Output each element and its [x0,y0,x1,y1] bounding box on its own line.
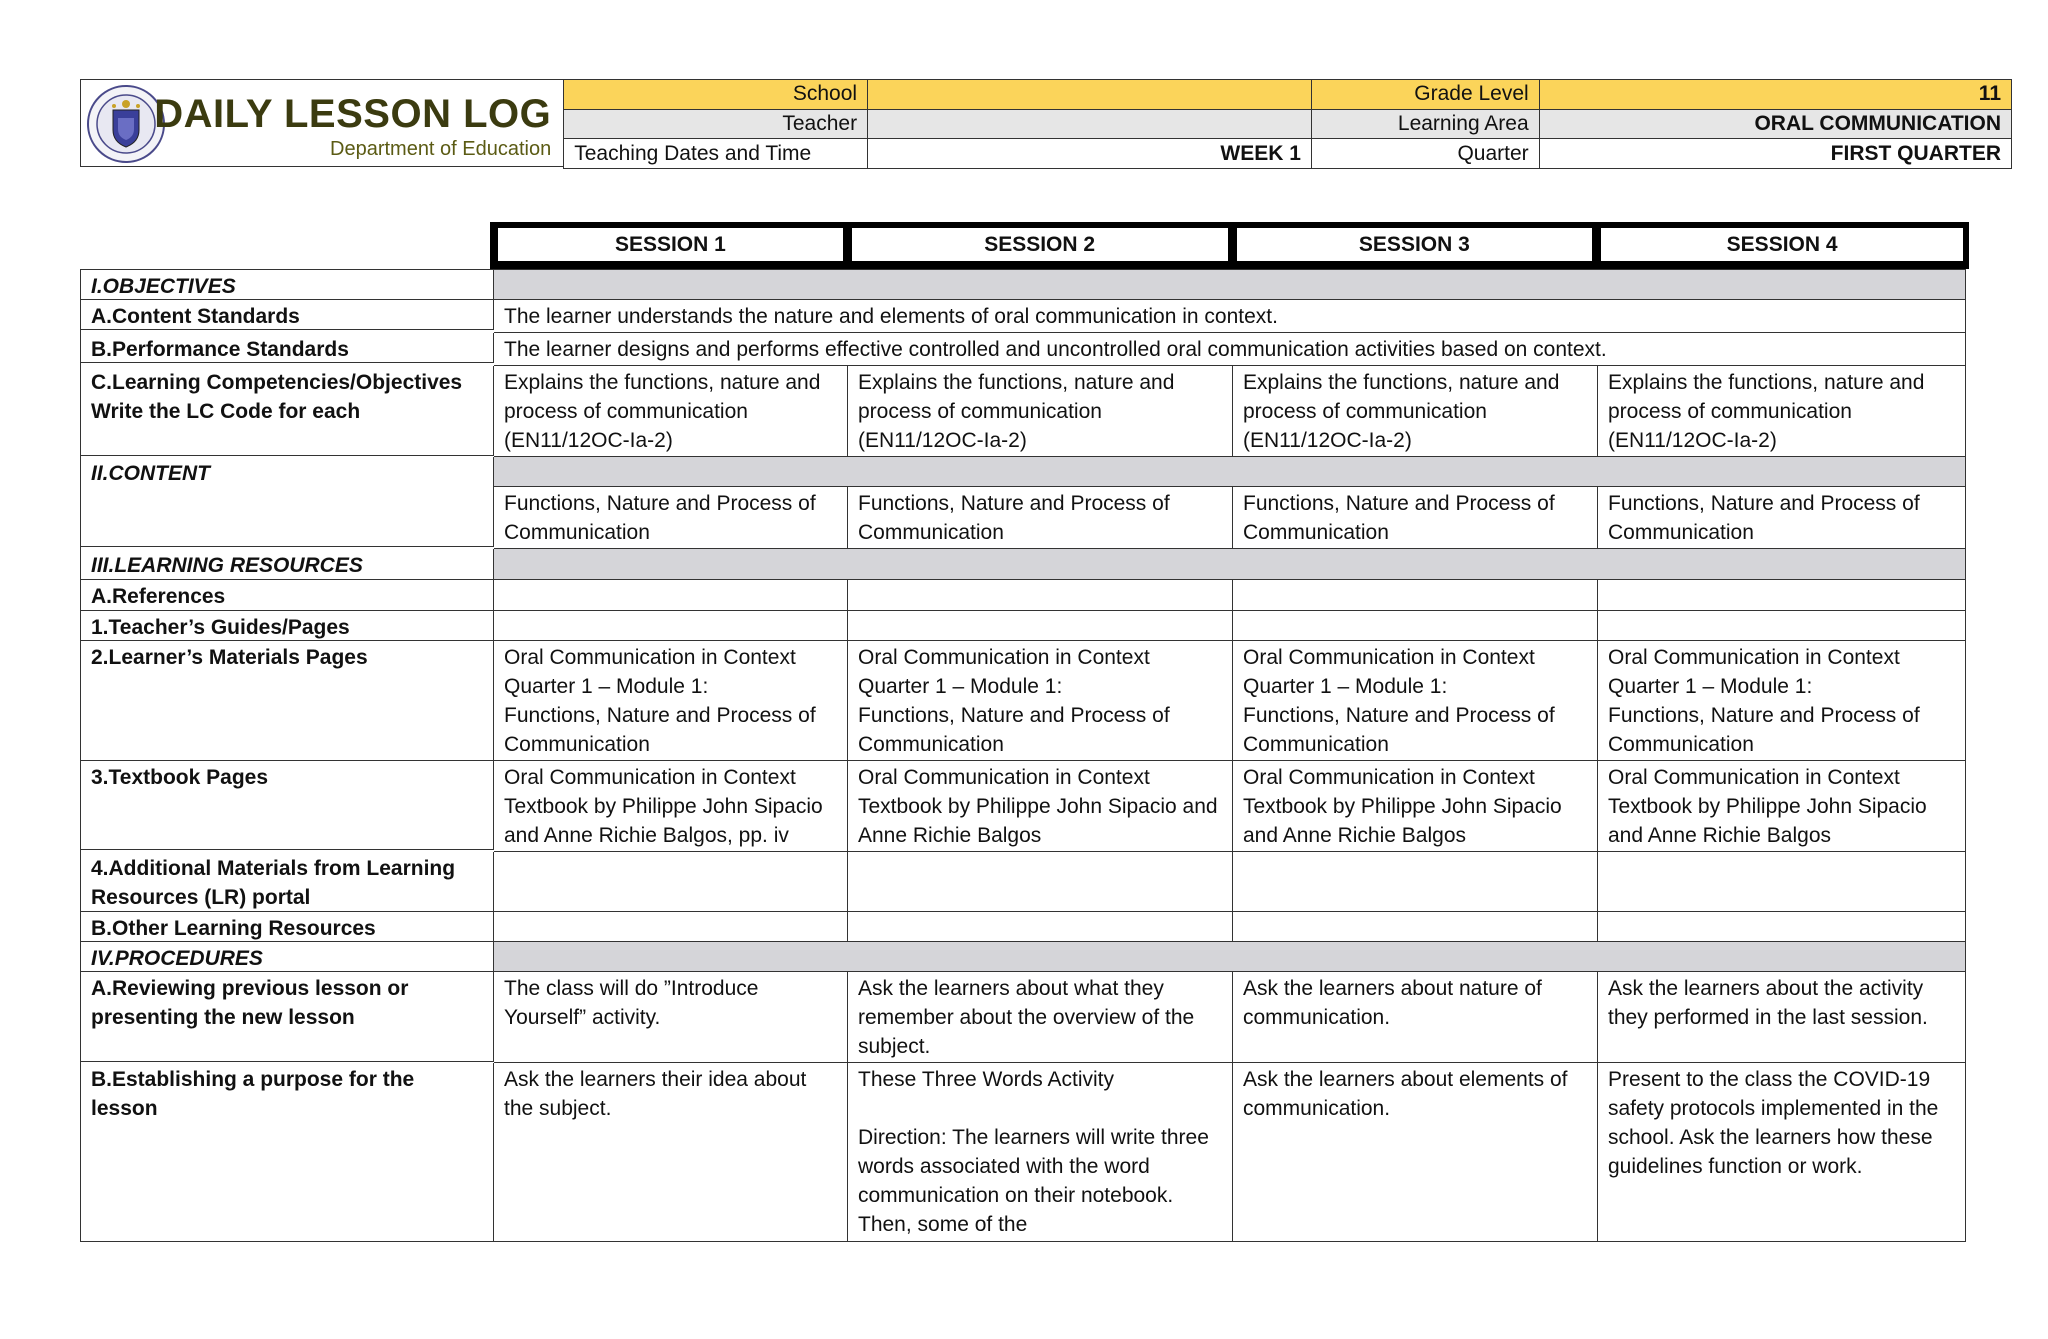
additional-materials-cell-3[interactable] [1233,852,1598,912]
learners-materials-label: 2.Learner’s Materials Pages [81,641,494,761]
competencies-cell-4[interactable]: Explains the functions, nature and process of communication (EN11/12OC-Ia-2) [1598,366,1966,457]
content-heading: II.CONTENT [81,457,494,547]
references-cell-2[interactable] [848,580,1233,611]
learners-materials-cell-4[interactable]: Oral Communication in Context Quarter 1 – Module 1: Functions, Nature and Process of Communication [1598,641,1966,761]
competencies-cell-2[interactable]: Explains the functions, nature and process of communication (EN11/12OC-Ia-2) [848,366,1233,457]
objectives-heading: I.OBJECTIVES [81,270,494,300]
session-1-header: SESSION 1 [498,228,843,261]
reviewing-cell-4[interactable]: Ask the learners about the activity they performed in the last session. [1598,972,1966,1063]
reviewing-label: A.Reviewing previous lesson or presenting the new lesson [81,972,494,1062]
header [80,79,2012,169]
other-resources-cell-2[interactable] [848,912,1233,942]
competencies-cell-1[interactable]: Explains the functions, nature and process of communication (EN11/12OC-Ia-2) [494,366,848,457]
textbook-pages-cell-4[interactable]: Oral Communication in Context Textbook by Philippe John Sipacio and Anne Richie Balgos [1598,761,1966,852]
quarter-label: Quarter [1311,139,1539,169]
learning-area-label: Learning Area [1311,109,1539,139]
references-cell-3[interactable] [1233,580,1598,611]
textbook-pages-label: 3.Textbook Pages [81,761,494,850]
learners-materials-cell-2[interactable]: Oral Communication in Context Quarter 1 – Module 1: Functions, Nature and Process of Communication [848,641,1233,761]
content-standards-label: A.Content Standards [81,300,494,330]
lesson-table [80,269,1966,1242]
textbook-pages-cell-1[interactable]: Oral Communication in Context Textbook by Philippe John Sipacio and Anne Richie Balgos, pp. iv [494,761,848,852]
references-cell-4[interactable] [1598,580,1966,611]
teachers-guides-cell-4[interactable] [1598,611,1966,641]
brand-box [80,79,564,167]
learning-resources-shaded-row [494,549,1966,580]
establishing-label: B.Establishing a purpose for the lesson [81,1063,494,1242]
reviewing-cell-1[interactable]: The class will do ”Introduce Yourself” activity. [494,972,848,1063]
learners-materials-cell-3[interactable]: Oral Communication in Context Quarter 1 – Module 1: Functions, Nature and Process of Communication [1233,641,1598,761]
procedures-heading: IV.PROCEDURES [81,942,494,972]
reviewing-cell-3[interactable]: Ask the learners about nature of communication. [1233,972,1598,1063]
session-4-header: SESSION 4 [1601,228,1963,261]
grade-level-label: Grade Level [1311,80,1539,110]
school-label: School [564,80,868,110]
other-resources-label: B.Other Learning Resources [81,912,494,942]
teacher-label: Teacher [564,109,868,139]
content-cell-2[interactable]: Functions, Nature and Process of Communication [848,487,1233,549]
grade-level-field[interactable]: 11 [1539,80,2011,110]
page-title: DAILY LESSON LOG [154,92,552,136]
competencies-cell-3[interactable]: Explains the functions, nature and process of communication (EN11/12OC-Ia-2) [1233,366,1598,457]
content-shaded-row [494,457,1966,487]
objectives-shaded-row [494,270,1966,300]
teacher-field[interactable] [868,109,1312,139]
procedures-shaded-row [494,942,1966,972]
other-resources-cell-4[interactable] [1598,912,1966,942]
textbook-pages-cell-2[interactable]: Oral Communication in Context Textbook by Philippe John Sipacio and Anne Richie Balgos [848,761,1233,852]
session-3-header: SESSION 3 [1237,228,1593,261]
other-resources-cell-3[interactable] [1233,912,1598,942]
establishing-cell-2[interactable]: These Three Words Activity Direction: The learners will write three words associated with the word communication on their notebook. Then, some of the [848,1063,1233,1242]
establishing-cell-4[interactable]: Present to the class the COVID-19 safety protocols implemented in the school. Ask the learners how these guidelines function or work. [1598,1063,1966,1242]
school-field[interactable] [868,80,1312,110]
session-2-header: SESSION 2 [852,228,1228,261]
info-table [563,79,2012,169]
additional-materials-cell-1[interactable] [494,852,848,912]
teachers-guides-label: 1.Teacher’s Guides/Pages [81,611,494,641]
dates-field[interactable]: WEEK 1 [868,139,1312,169]
session-header [490,222,1969,269]
establishing-cell-1[interactable]: Ask the learners their idea about the subject. [494,1063,848,1242]
additional-materials-label: 4.Additional Materials from Learning Resources (LR) portal [81,852,494,912]
other-resources-cell-1[interactable] [494,912,848,942]
performance-standards-label: B.Performance Standards [81,333,494,363]
additional-materials-cell-2[interactable] [848,852,1233,912]
content-cell-4[interactable]: Functions, Nature and Process of Communication [1598,487,1966,549]
references-label: A.References [81,580,494,611]
learning-resources-heading: III.LEARNING RESOURCES [81,549,494,580]
teachers-guides-cell-3[interactable] [1233,611,1598,641]
learning-area-field[interactable]: ORAL COMMUNICATION [1539,109,2011,139]
content-standards-text[interactable]: The learner understands the nature and elements of oral communication in context. [494,300,1966,333]
content-cell-1[interactable]: Functions, Nature and Process of Communication [494,487,848,549]
department-name: Department of Education [330,138,552,160]
teachers-guides-cell-1[interactable] [494,611,848,641]
establishing-cell-3[interactable]: Ask the learners about elements of communication. [1233,1063,1598,1242]
content-cell-3[interactable]: Functions, Nature and Process of Communication [1233,487,1598,549]
textbook-pages-cell-3[interactable]: Oral Communication in Context Textbook by Philippe John Sipacio and Anne Richie Balgos [1233,761,1598,852]
competencies-label: C.Learning Competencies/Objectives Write the LC Code for each [81,366,494,456]
learners-materials-cell-1[interactable]: Oral Communication in Context Quarter 1 – Module 1: Functions, Nature and Process of Communication [494,641,848,761]
quarter-field[interactable]: FIRST QUARTER [1539,139,2011,169]
references-cell-1[interactable] [494,580,848,611]
teachers-guides-cell-2[interactable] [848,611,1233,641]
dates-label: Teaching Dates and Time [564,139,868,169]
performance-standards-text[interactable]: The learner designs and performs effective controlled and uncontrolled oral communication activities based on context. [494,333,1966,366]
additional-materials-cell-4[interactable] [1598,852,1966,912]
reviewing-cell-2[interactable]: Ask the learners about what they remember about the overview of the subject. [848,972,1233,1063]
